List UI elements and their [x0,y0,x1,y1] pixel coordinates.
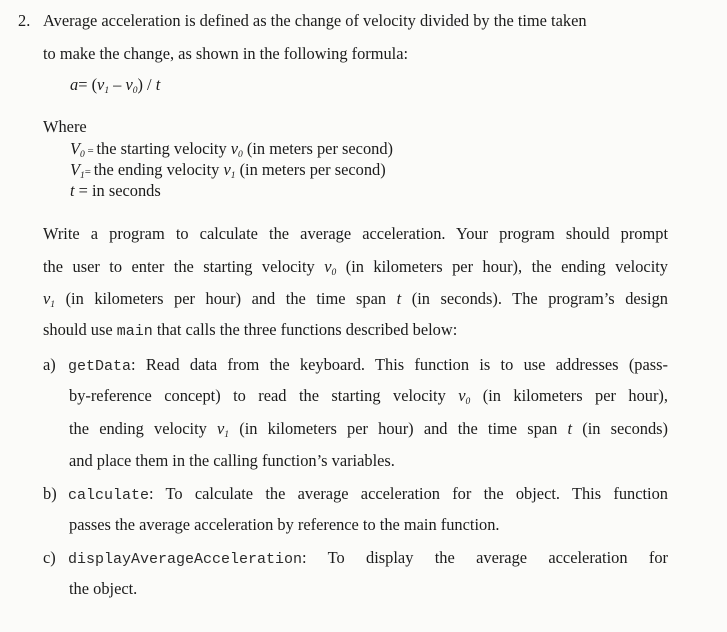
code-displayAverageAcceleration: displayAverageAcceleration [68,551,303,568]
where-label: Where [43,117,87,136]
item-a-line1: a) getData: Read data from the keyboard. This function is to use addresses (pass- [43,355,668,375]
item-a-line4: and place them in the calling function’s variables. [69,451,395,470]
item-b-line2: passes the average acceleration by reference to the main function. [69,515,500,534]
code-getData: getData [68,358,132,375]
item-a-line2: by-reference concept) to read the starting velocity $v_0$ (in kilometers per hour), [69,386,668,407]
definition-v0: $V_0$ = the starting velocity $v_0$ (in meters per second) [70,139,393,160]
item-b-line1: b) calculate: To calculate the average acceleration for the object. This function [43,484,668,504]
item-a-label: a) [43,355,56,374]
paragraph-line2: the user to enter the starting velocity $v_0$ (in kilometers per hour), the ending velocity [43,257,668,278]
code-calculate: calculate [68,487,150,504]
paragraph-line3: $v_1$ (in kilometers per hour) and the time span t (in seconds). The program’s design [43,289,668,310]
item-c-label: c) [43,548,56,567]
paragraph-line4: should use main that calls the three functions described below: [43,320,458,340]
acceleration-formula: $a= (v_1 - v_0) / t$ [70,75,161,96]
item-c-line2: the object. [69,579,138,598]
problem-intro-line1: 2. Average acceleration is defined as the change of velocity divided by the time taken [18,11,587,30]
definition-v1: $V_1=$ the ending velocity $v_1$ (in meters per second) [70,160,386,181]
problem-intro-line2: to make the change, as shown in the following formula: [43,44,409,63]
paragraph-line1: Write a program to calculate the average acceleration. Your program should prompt [43,224,668,243]
problem-number: 2. [18,11,31,30]
code-main: main [116,323,153,340]
definition-t: t = in seconds [70,181,161,200]
item-c-line1: c) displayAverageAcceleration: To display the average acceleration for [43,548,668,568]
item-b-label: b) [43,484,57,503]
item-a-line3: the ending velocity $v_1$ (in kilometers per hour) and the time span t (in seconds) [69,419,668,440]
